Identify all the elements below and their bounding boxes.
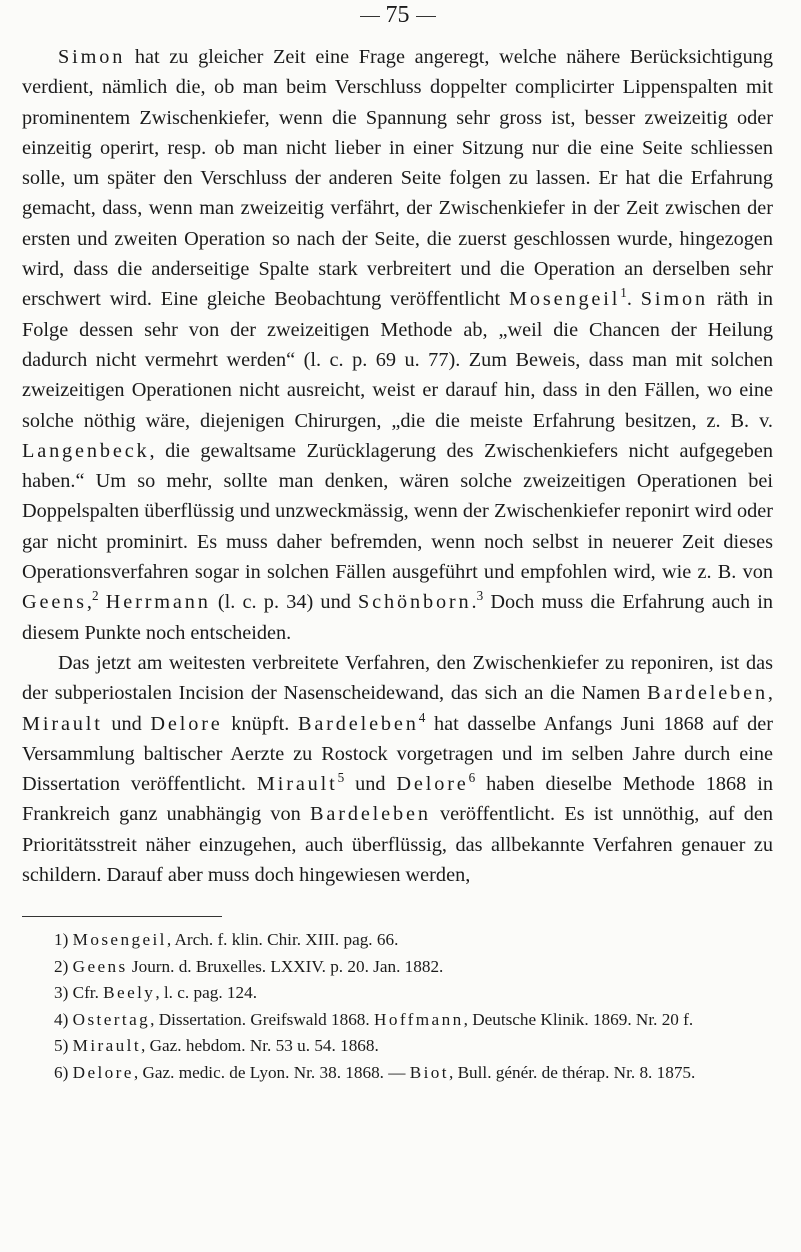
spaced-name: Herrmann	[105, 591, 211, 614]
footnotes	[22, 927, 773, 1086]
spaced-name: Bardeleben	[647, 682, 768, 705]
paragraph	[22, 648, 773, 890]
text-run: 6)	[54, 1062, 73, 1082]
footnote-ref: 3	[476, 588, 484, 604]
text-run: , l. c. pag. 124.	[155, 983, 257, 1003]
text-run: , Bull. génér. de thérap. Nr. 8. 1875.	[449, 1062, 696, 1082]
text-run: haben dieselbe Methode 1868 in Frankreich ganz unabhängig von	[22, 773, 773, 826]
footnote-separator	[22, 916, 222, 917]
footnote-ref: 5	[337, 770, 345, 786]
spaced-name: Geens	[22, 591, 87, 614]
text-run: , Dissertation. Greifswald 1868.	[150, 1009, 374, 1029]
text-run: .	[471, 591, 477, 614]
text-run: knüpft.	[222, 712, 298, 735]
text-run: , Arch. f. klin. Chir. XIII. pag. 66.	[166, 930, 399, 950]
text-run: 4)	[54, 1009, 73, 1029]
spaced-name: Bardeleben	[297, 712, 419, 735]
spaced-name: Delore	[150, 712, 223, 735]
text-run: und	[344, 773, 397, 796]
main-text	[22, 42, 773, 890]
spaced-name: Bardeleben	[310, 803, 431, 826]
text-run: veröffentlicht. Es ist unnöthig, auf den Prioritätsstreit näher einzugehen, auch überflüssig, das allbekannte Verfahren genauer zu schildern. Darauf aber muss doch hingewiesen werden,	[22, 803, 773, 887]
spaced-name: Hoffmann	[374, 1009, 464, 1029]
spaced-name: Schönborn	[358, 591, 472, 614]
text-run: und	[102, 712, 151, 735]
footnote	[22, 1060, 773, 1087]
footnote-ref: 4	[418, 709, 426, 725]
paragraph	[22, 42, 773, 648]
text-run: Doch muss die Erfahrung auch in diesem Punkte noch entscheiden.	[22, 591, 773, 644]
header-dash-left	[360, 16, 380, 17]
text-run: hat dasselbe Anfangs Juni 1868 auf der Versammlung baltischer Aerzte zu Rostock vorgetragen und im selben Jahre durch eine Dissertation veröffentlicht.	[22, 712, 773, 796]
spaced-name: Mirault	[22, 712, 103, 735]
header-dash-right	[416, 16, 436, 17]
text-run: 3) Cfr.	[54, 983, 104, 1003]
text-run: 2)	[54, 956, 73, 976]
spaced-name: Ostertag	[72, 1009, 151, 1029]
text-run: ,	[767, 682, 773, 705]
spaced-name: Simon	[640, 288, 708, 311]
page-header	[22, 0, 773, 28]
spaced-name: Beely	[103, 983, 156, 1003]
footnote	[22, 927, 773, 954]
text-run: , Gaz. hebdom. Nr. 53 u. 54. 1868.	[141, 1036, 379, 1056]
text-run: , die gewaltsame Zurücklagerung des Zwischenkiefers nicht aufgegeben haben.“ Um so mehr, sollte man denken, wären solche zweizeitigen Operationen bei Doppelspalten überflüssig und unzweckmässig, wenn der Zwischenkiefer reponirt wird oder gar nicht prominirt. Es muss daher befremden, wenn noch selbst in neuerer Zeit dieses Operationsverfahren sogar in solchen Fällen ausgeführt und empfohlen wird, wie z. B. von	[22, 439, 773, 584]
text-run: , Deutsche Klinik. 1869. Nr. 20 f.	[463, 1009, 694, 1029]
footnote-ref: 1	[620, 285, 627, 301]
spaced-name: Mosengeil	[509, 288, 621, 311]
spaced-name: Mirault	[256, 773, 338, 796]
spaced-name: Delore	[72, 1062, 134, 1082]
spaced-name: Langenbeck	[22, 439, 150, 462]
footnote	[22, 954, 773, 981]
footnote-ref: 6	[468, 770, 476, 786]
footnote	[22, 1007, 773, 1034]
text-run: 1)	[54, 930, 73, 950]
text-run	[99, 591, 106, 613]
footnote-ref: 2	[91, 588, 99, 604]
footnote	[22, 1033, 773, 1060]
text-run: räth in Folge dessen sehr von der zweizeitigen Methode ab, „weil die Chancen der Heilung dadurch nicht vermehrt werden“ (l. c. p. 69 u. 77). Zum Beweis, dass man mit solchen zweizeitigen Operationen nicht ausreicht, weist er darauf hin, dass in den Fällen, wo eine solche nöthig wäre, diejenigen Chirurgen, „die die meiste Erfahrung besitzen, z. B. v.	[22, 288, 774, 432]
text-run: Das jetzt am weitesten verbreitete Verfahren, den Zwischenkiefer zu reponiren, ist das der subperiostalen Incision der Nasenscheidewand, das sich an die Namen	[22, 651, 773, 705]
spaced-name: Simon	[58, 46, 126, 68]
text-run: ,	[86, 591, 92, 614]
spaced-name: Delore	[396, 773, 469, 796]
spaced-name: Mirault	[72, 1036, 142, 1056]
text-run: hat zu gleicher Zeit eine Frage angeregt, welche nähere Berücksichtigung verdient, nämlich die, ob man beim Verschluss doppelter complicirter Lippenspalten mit prominentem Zwischenkiefer, wenn die Spannung sehr gross ist, besser zweizeitig oder einzeitig operirt, resp. ob man nicht lieber in einer Sitzung nur die eine Seite schliessen solle, um später den Verschluss der anderen Seite folgen zu lassen. Er hat die Erfahrung gemacht, dass, wenn man zweizeitig verfährt, der Zwischenkiefer in der Zeit zwischen der ersten und zweiten Operation so nach der Seite, die zuerst geschlossen wurde, hingezogen wird, dass die anderseitige Spalte stark verbreitert und die Operation an derselben sehr erschwert wird. Eine gleiche Beobachtung veröffentlicht	[22, 46, 773, 311]
text-run: 5)	[54, 1036, 73, 1056]
text-run: .	[626, 288, 641, 311]
spaced-name: Mosengeil	[72, 930, 167, 950]
footnote	[22, 980, 773, 1007]
text-run: (l. c. p. 34) und	[210, 591, 359, 614]
spaced-name: Geens	[72, 956, 128, 976]
text-run: , Gaz. medic. de Lyon. Nr. 38. 1868. —	[133, 1062, 410, 1082]
page-number: 75	[385, 2, 410, 28]
text-run: Journ. d. Bruxelles. LXXIV. p. 20. Jan. 1882.	[127, 956, 444, 976]
spaced-name: Biot	[409, 1062, 449, 1082]
